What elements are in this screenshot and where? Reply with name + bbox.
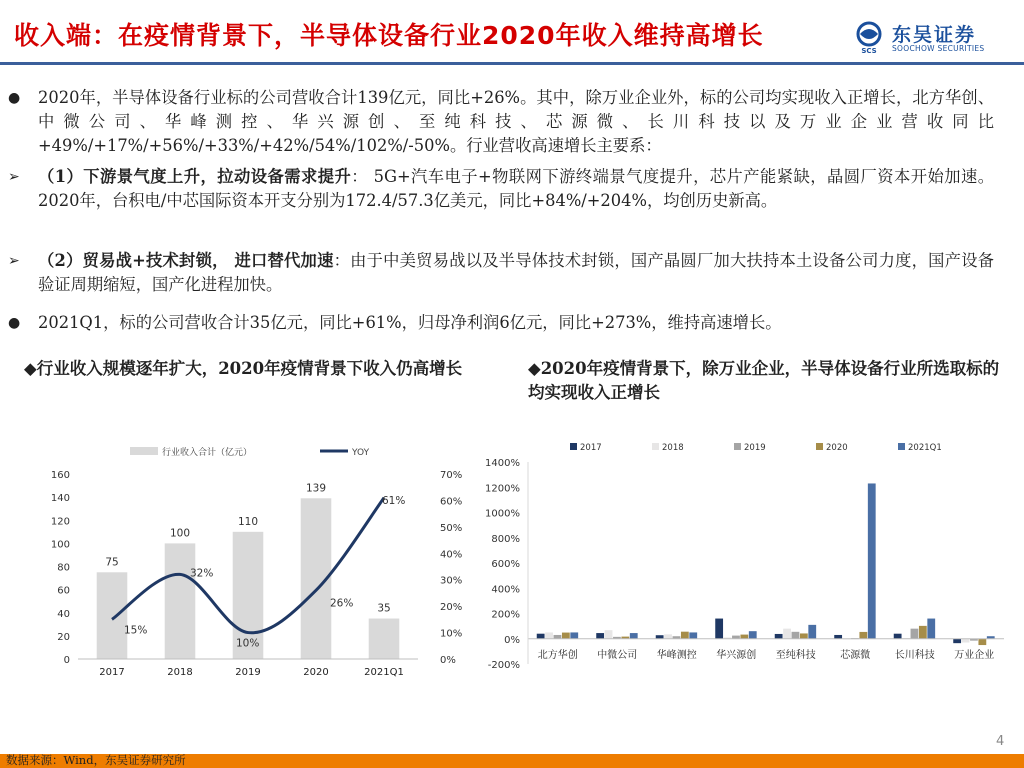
y-tick-left: 40 [57,608,70,620]
bullet-summary-2020 [8,86,994,158]
x-tick-label: 至纯科技 [775,650,816,661]
x-tick-label: 长川科技 [894,650,935,661]
y-tick-right: 50% [440,522,463,534]
legend-swatch-revenue [130,447,158,455]
revenue-bar [97,572,128,659]
growth-bar [630,633,638,639]
y-tick: 400% [491,584,520,596]
growth-bar [792,632,800,639]
y-tick-left: 0 [63,655,70,666]
bullet-heading: （1）下游景气度上升，拉动设备需求提升 [38,167,352,186]
y-tick-left: 80 [57,562,70,574]
legend-label: 2017 [580,443,602,453]
logo-mark-icon [852,20,886,54]
x-tick-label: 中微公司 [597,650,638,661]
growth-bar [537,634,545,639]
x-tick-label: 2018 [167,667,193,678]
x-tick-label: 华峰测控 [656,650,697,661]
growth-bar [596,633,604,639]
y-tick-left: 60 [57,585,70,597]
left-panel-title: ◆行业收入规模逐年扩大，2020年疫情背景下收入仍高增长 [24,359,463,378]
growth-bar [656,635,664,639]
growth-bar [554,635,562,639]
bullet-text: 2021Q1，标的公司营收合计35亿元，同比+61%，归母净利润6亿元，同比+273%，维持高速增长。 [38,313,782,332]
x-tick-label: 2021Q1 [364,667,404,678]
growth-bar [740,635,748,639]
slide-title: 收入端：在疫情背景下，半导体设备行业2020年收入维持高增长 [14,21,764,50]
y-tick-right: 30% [440,575,463,587]
y-tick-right: 20% [440,602,463,614]
y-tick-left: 160 [50,470,70,481]
y-tick: 800% [491,533,520,545]
y-tick-left: 120 [50,516,70,528]
growth-bar [545,632,553,638]
bullet-text: ： 5G+汽车电子+物联网下游终端景气度提升，芯片产能紧缺，晶圆厂资本开始加速。2020年，台积电/中芯国际资本开支分别为172.4/57.3亿美元，同比+84%/+204%，均创历史新高。 [38,167,995,210]
y-tick-left: 20 [57,631,70,643]
legend-swatch [816,443,823,450]
y-tick-left: 140 [50,493,70,505]
x-tick-label: 万业企业 [954,650,995,661]
page-number: 4 [996,734,1005,749]
legend-label: 2021Q1 [908,443,942,453]
growth-bar [808,625,816,639]
bullet-arrow-icon: ➢ [8,253,20,269]
growth-bar [859,632,867,639]
logo-name: 东吴证券 [892,24,977,46]
revenue-bar [165,543,196,659]
bullet-reason-1 [8,165,995,213]
right-panel-title: ◆2020年疫情背景下，除万业企业，半导体设备行业所选取标的均实现收入正增长 [528,359,1000,402]
growth-bar [834,635,842,639]
bullet-dot-icon: ● [8,90,21,106]
legend-swatch [652,443,659,450]
industry-revenue-chart [40,438,470,688]
legend-label-revenue: 行业收入合计（亿元） [162,448,253,458]
revenue-bar-label: 110 [237,515,259,528]
y-tick: 600% [491,559,520,570]
y-tick-right: 0% [440,655,456,666]
legend-label-yoy: YOY [352,448,370,458]
growth-bar [962,639,970,643]
x-tick-label: 2020 [303,667,329,678]
y-tick: 1200% [485,483,520,495]
logo-english-name: SOOCHOW SECURITIES [892,44,985,53]
bullet-summary-2021q1 [8,311,994,335]
bullet-arrow-icon: ➢ [8,169,20,185]
y-tick-right: 40% [440,549,463,561]
source-note: 数据来源：Wind，东吴证券研究所 [6,753,186,767]
x-tick-label: 2017 [99,667,125,678]
growth-bar [868,483,876,638]
growth-bar [681,632,689,639]
y-tick-right: 60% [440,496,463,508]
growth-bar [911,629,919,639]
logo-abbr: SCS [861,47,877,54]
growth-bar [775,634,783,639]
y-tick-left: 100 [50,539,70,551]
legend-label: 2020 [826,443,848,453]
bullet-text: 2020年，半导体设备行业标的公司营收合计139亿元，同比+26%。其中，除万业企业外，标的公司均实现收入正增长，北方华创、中微公司、华峰测控、华兴源创、至纯科技、芯源微、长川科技以及万业企业营收同比+49%/+17%/+56%/+33%/+42%/54%/102%/-50%。行业营收高速增长主要系： [38,88,994,155]
x-tick-label: 2019 [235,667,261,678]
growth-bar [605,630,613,639]
growth-bar [978,639,986,645]
x-tick-label: 北方华创 [537,650,578,661]
company-logo [852,18,1016,58]
bullet-heading: （2）贸易战+技术封锁， 进口替代加速 [38,251,334,270]
y-tick: 1000% [485,508,520,520]
growth-bar [953,639,961,643]
growth-bar [562,633,570,639]
growth-bar [783,629,791,639]
y-tick-right: 70% [440,470,463,481]
legend-label: 2018 [662,443,684,453]
yoy-data-label: 15% [124,624,148,637]
x-tick-label: 芯源微 [840,650,871,661]
revenue-bar [369,619,400,659]
y-tick: 0% [504,634,520,646]
y-tick: 1400% [485,458,520,469]
growth-bar [664,634,672,638]
legend-swatch [898,443,905,450]
bullet-text: ：由于中美贸易战以及半导体技术封锁，国产晶圆厂加大扶持本土设备公司力度，国产设备验证周期缩短，国产化进程加快。 [38,251,994,294]
growth-bar [927,619,935,639]
revenue-bar-label: 100 [169,527,191,540]
growth-bar [800,633,808,638]
y-tick-right: 10% [440,628,463,640]
bullet-dot-icon: ● [8,315,21,331]
growth-bar [689,632,697,638]
revenue-bar-label: 139 [305,482,327,495]
legend-swatch [734,443,741,450]
bullet-reason-2 [8,249,994,297]
y-tick: 200% [491,609,520,621]
revenue-bar-label: 35 [377,602,391,615]
yoy-data-label: 10% [236,637,260,650]
legend-label: 2019 [744,443,766,453]
growth-bar [919,626,927,639]
legend-swatch [570,443,577,450]
growth-bar [894,634,902,639]
yoy-data-label: 61% [382,494,406,507]
yoy-data-label: 32% [190,567,214,580]
company-growth-chart [484,436,1014,690]
growth-bar [715,619,723,639]
revenue-bar-label: 75 [105,556,119,569]
growth-bar [570,632,578,638]
yoy-data-label: 26% [330,597,354,610]
y-tick: -200% [487,660,520,671]
title-divider [0,62,1024,65]
growth-bar [749,631,757,639]
x-tick-label: 华兴源创 [716,650,757,661]
